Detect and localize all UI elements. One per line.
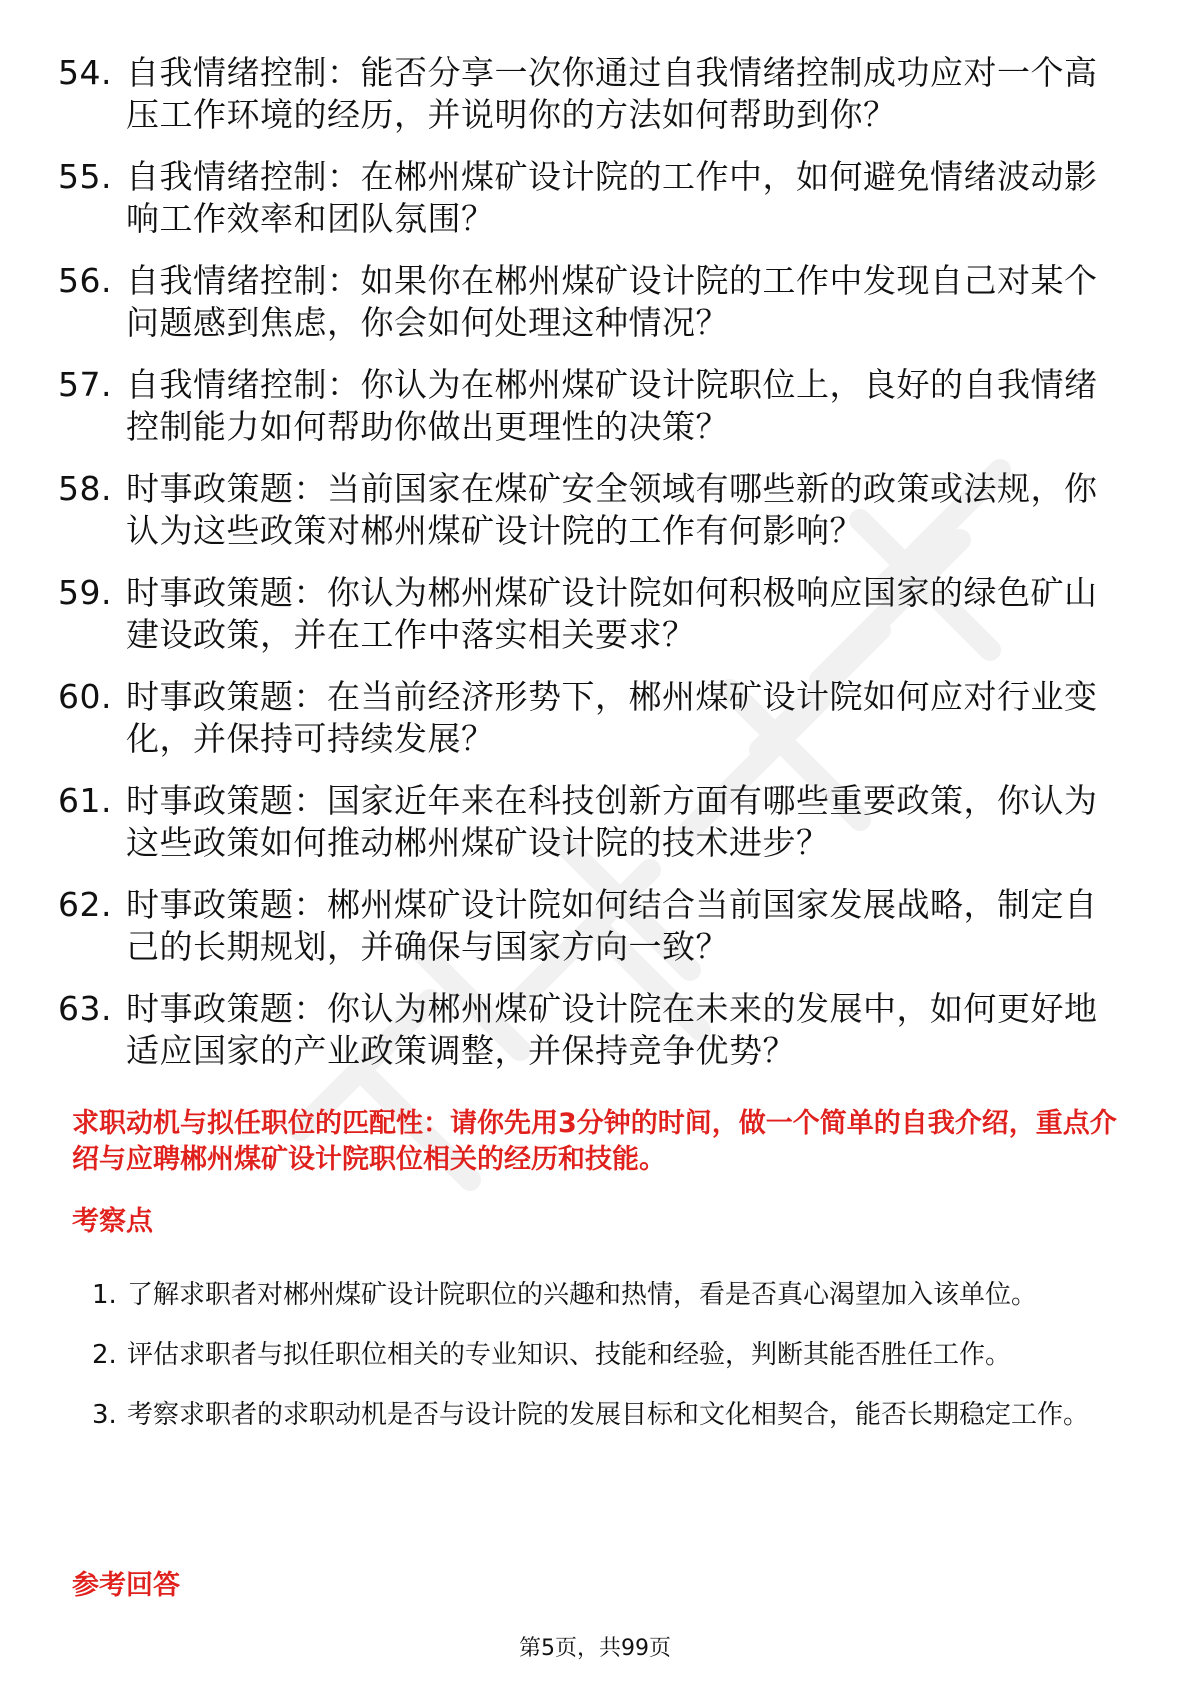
question-item: [58, 468, 1118, 552]
assessment-point: [92, 1385, 1112, 1445]
question-number: 61.: [58, 781, 112, 820]
assessment-point: [92, 1265, 1112, 1325]
point-number: 2.: [92, 1340, 117, 1370]
question-item: [58, 572, 1118, 656]
question-number: 58.: [58, 469, 112, 508]
point-text: 评估求职者与拟任职位相关的专业知识、技能和经验，判断其能否胜任工作。: [127, 1340, 1012, 1370]
question-text: 自我情绪控制：你认为在郴州煤矿设计院职位上，良好的自我情绪控制能力如何帮助你做出更理性的决策？: [126, 365, 1098, 446]
question-text: 时事政策题：你认为郴州煤矿设计院如何积极响应国家的绿色矿山建设政策，并在工作中落实相关要求？: [126, 573, 1098, 654]
question-item: [58, 884, 1118, 968]
question-number: 63.: [58, 989, 112, 1028]
question-number: 59.: [58, 573, 112, 612]
question-text: 时事政策题：你认为郴州煤矿设计院在未来的发展中，如何更好地适应国家的产业政策调整，并保持竞争优势？: [126, 989, 1098, 1070]
reference-answer-title: 参考回答: [72, 1570, 180, 1601]
highlight-question: 求职动机与拟任职位的匹配性：请你先用3分钟的时间，做一个简单的自我介绍，重点介绍与应聘郴州煤矿设计院职位相关的经历和技能。: [72, 1108, 1117, 1175]
assessment-title: 考察点: [72, 1206, 153, 1237]
point-number: 1.: [92, 1280, 117, 1310]
page-footer: 第5页，共99页: [519, 1636, 671, 1661]
question-item: [58, 364, 1118, 448]
assessment-point: [92, 1325, 1112, 1385]
question-item: [58, 676, 1118, 760]
question-number: 55.: [58, 157, 112, 196]
question-text: 时事政策题：当前国家在煤矿安全领域有哪些新的政策或法规，你认为这些政策对郴州煤矿设计院的工作有何影响？: [126, 469, 1098, 550]
question-number: 62.: [58, 885, 112, 924]
assessment-points: [92, 1265, 1112, 1445]
question-number: 57.: [58, 365, 112, 404]
question-text: 时事政策题：在当前经济形势下，郴州煤矿设计院如何应对行业变化，并保持可持续发展？: [126, 677, 1098, 758]
question-number: 56.: [58, 261, 112, 300]
question-item: [58, 780, 1118, 864]
question-item: [58, 260, 1118, 344]
question-text: 自我情绪控制：在郴州煤矿设计院的工作中，如何避免情绪波动影响工作效率和团队氛围？: [126, 157, 1098, 238]
point-text: 了解求职者对郴州煤矿设计院职位的兴趣和热情，看是否真心渴望加入该单位。: [127, 1280, 1038, 1310]
question-text: 自我情绪控制：如果你在郴州煤矿设计院的工作中发现自己对某个问题感到焦虑，你会如何处理这种情况？: [126, 261, 1098, 342]
question-number: 54.: [58, 53, 112, 92]
question-text: 时事政策题：国家近年来在科技创新方面有哪些重要政策，你认为这些政策如何推动郴州煤矿设计院的技术进步？: [126, 781, 1098, 862]
question-item: [58, 52, 1118, 136]
question-item: [58, 156, 1118, 240]
question-number: 60.: [58, 677, 112, 716]
question-text: 时事政策题：郴州煤矿设计院如何结合当前国家发展战略，制定自己的长期规划，并确保与国家方向一致？: [126, 885, 1098, 966]
question-list: [58, 52, 1118, 1092]
question-item: [58, 988, 1118, 1072]
point-number: 3.: [92, 1400, 117, 1430]
point-text: 考察求职者的求职动机是否与设计院的发展目标和文化相契合，能否长期稳定工作。: [127, 1400, 1090, 1430]
question-text: 自我情绪控制：能否分享一次你通过自我情绪控制成功应对一个高压工作环境的经历，并说明你的方法如何帮助到你？: [126, 53, 1098, 134]
